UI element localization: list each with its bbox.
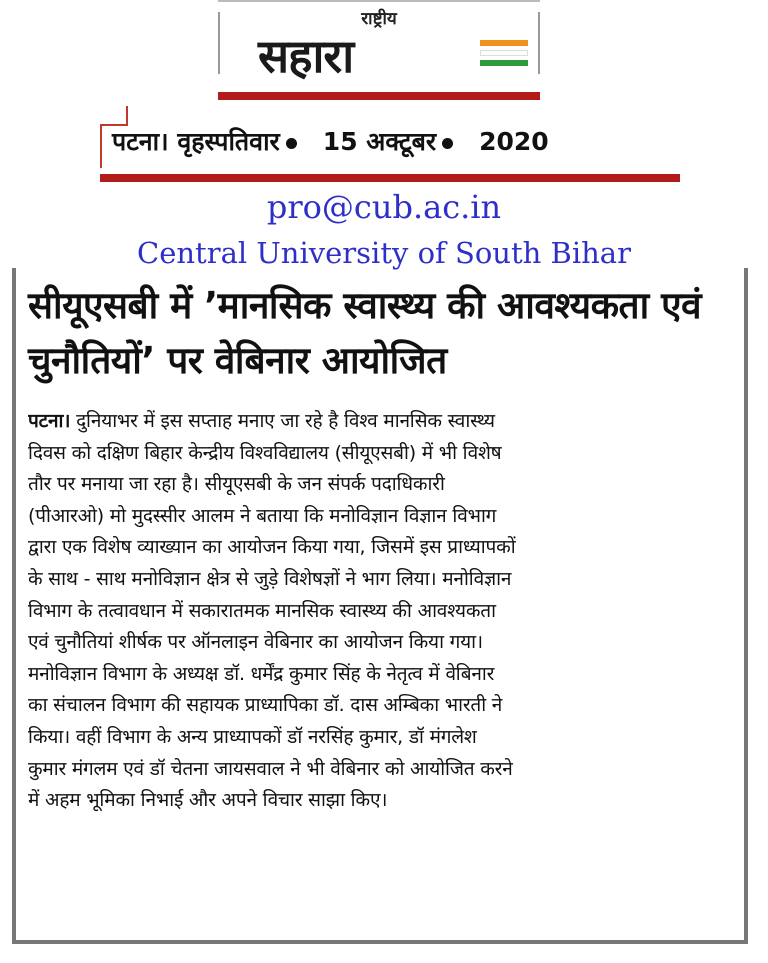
dateline-date: 15 अक्टूबर <box>322 127 437 156</box>
article-body-line: मनोविज्ञान विभाग के अध्यक्ष डॉ. धर्मेंद्र कुमार सिंह के नेतृत्व में वेबिनार <box>28 662 495 685</box>
article-body-line: कुमार मंगलम एवं डॉ चेतना जायसवाल ने भी वेबिनार को आयोजित करने <box>28 757 513 780</box>
newspaper-masthead <box>218 0 540 100</box>
crop-mark-vertical-lower <box>100 124 102 168</box>
dateline-text <box>112 124 549 158</box>
article-body-text: दुनियाभर में इस सप्ताह मनाए जा रहे है विश्व मानसिक स्वास्थ्य <box>70 410 495 432</box>
crop-mark-vertical <box>126 106 128 126</box>
news-article <box>12 268 744 946</box>
contact-email: pro@cub.ac.in <box>266 188 502 226</box>
article-body-line: दिवस को दक्षिण बिहार केन्द्रीय विश्वविद्यालय (सीयूएसबी) में भी विशेष <box>28 441 502 464</box>
university-name: Central University of South Bihar <box>137 236 631 270</box>
dateline-red-rule <box>100 174 680 182</box>
article-body-line: एवं चुनौतियां शीर्षक पर ऑनलाइन वेबिनार का आयोजन किया गया। <box>28 631 483 654</box>
masthead-top-rule <box>218 0 540 2</box>
bullet-icon <box>286 138 297 149</box>
article-headline: सीयूएसबी में ’मानसिक स्वास्थ्य की आवश्यकता एवं चुनौतियों’ पर वेबिनार आयोजित <box>28 284 702 382</box>
dateline-city: पटना। <box>112 127 169 156</box>
article-body-line: में अहम भूमिका निभाई और अपने विचार साझा किए। <box>28 789 388 812</box>
article-body-line <box>28 406 740 438</box>
article-body <box>28 406 740 817</box>
article-lead-dateline: पटना। <box>28 410 71 432</box>
masthead-title: सहारा <box>258 29 354 83</box>
bullet-icon <box>442 138 453 149</box>
article-body-line: विभाग के तत्वावधान में सकारातमक मानसिक स्वास्थ्य की आवश्यकता <box>28 599 496 622</box>
article-body-line: के साथ - साथ मनोविज्ञान क्षेत्र से जुड़े विशेषज्ञों ने भाग लिया। मनोविज्ञान <box>28 567 512 590</box>
flag-icon <box>480 40 528 70</box>
masthead-red-bar <box>218 92 540 100</box>
dateline-day: वृहस्पतिवार <box>177 127 280 156</box>
flag-stripe-white <box>480 50 528 56</box>
article-body-line: (पीआरओ) मो मुदस्सीर आलम ने बताया कि मनोविज्ञान विज्ञान विभाग <box>28 504 497 527</box>
dateline-year: 2020 <box>479 127 549 156</box>
dateline <box>100 106 680 182</box>
flag-stripe-green <box>480 60 528 66</box>
masthead-prefix: राष्ट्रीय <box>361 9 397 29</box>
flag-stripe-saffron <box>480 40 528 46</box>
article-body-line: का संचालन विभाग की सहायक प्राध्यापिका डॉ. दास अम्बिका भारती ने <box>28 694 503 717</box>
article-body-line: किया। वहीं विभाग के अन्य प्राध्यापकों डॉ नरसिंह कुमार, डॉ मंगलेश <box>28 725 477 748</box>
article-body-line: द्वारा एक विशेष व्याख्यान का आयोजन किया गया, जिसमें इस प्राध्यापकों <box>28 536 516 559</box>
article-body-line: तौर पर मनाया जा रहा है। सीयूएसबी के जन संपर्क पदाधिकारी <box>28 473 445 496</box>
